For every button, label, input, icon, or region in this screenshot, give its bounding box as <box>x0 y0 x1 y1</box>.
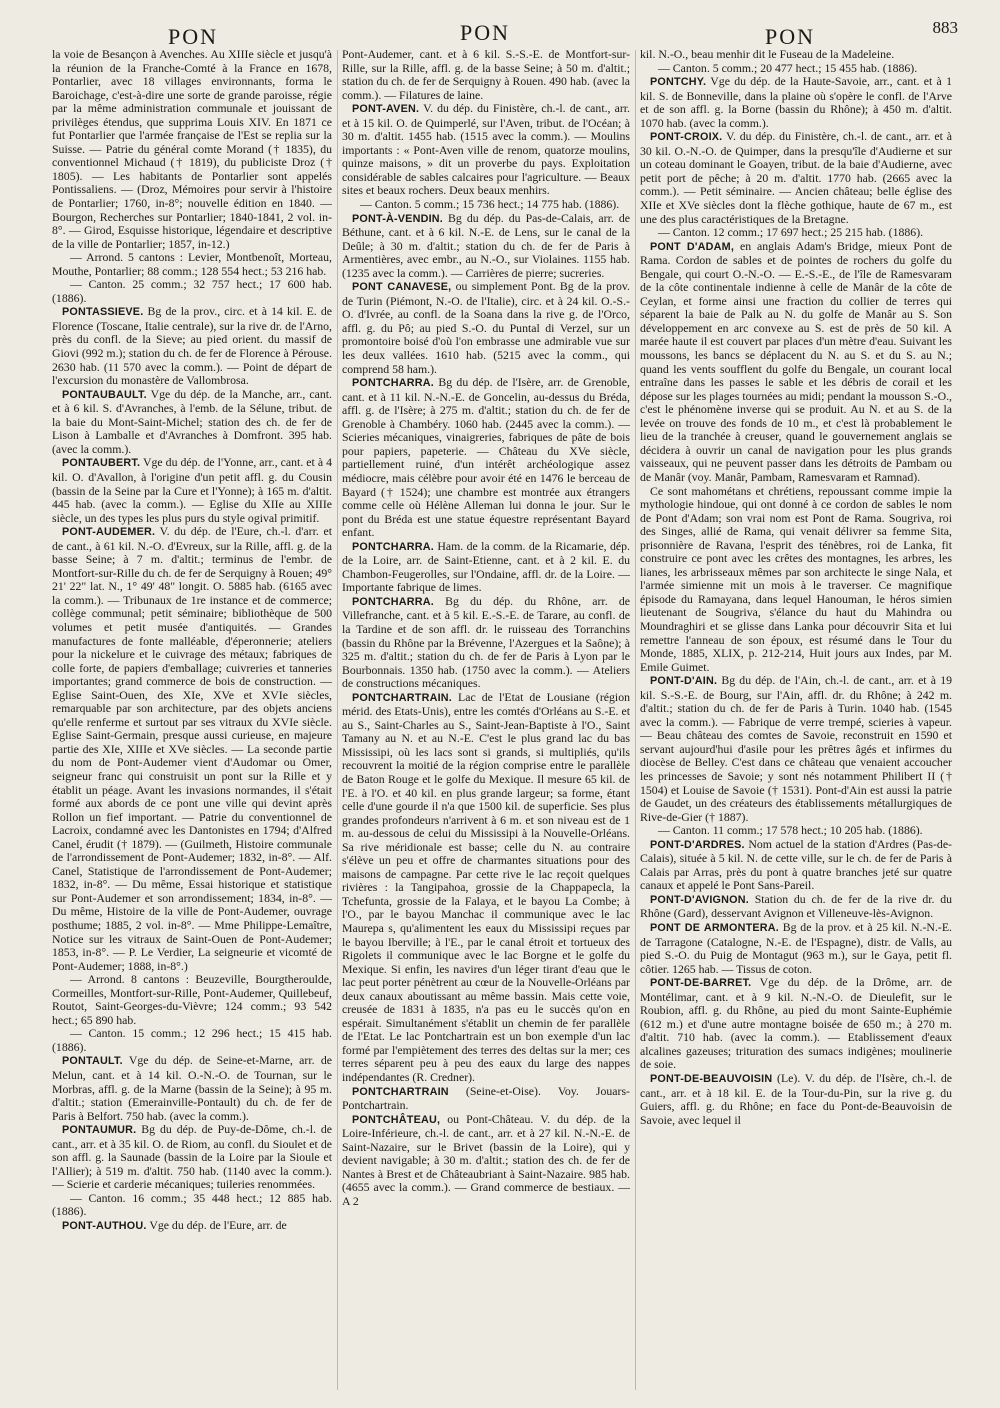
entry-headword: PONT-D'ARDRES. <box>650 838 745 851</box>
entry-text: Bg de la prov. et à 25 kil. N.-N.-E. de Tarragone (Catalogne, N.-E. de l'Espagne), distr. de Valls, au pied S.-O. du Puig de Montagut (963 m.), sur le Gaya, petit fl. côtier. 1265 hab. — Tissus de coton. <box>640 920 952 976</box>
entry-headword: PONTASSIEVE. <box>62 306 144 319</box>
statistics-paragraph <box>52 251 332 278</box>
entry-text: — Canton. 25 comm.; 32 757 hect.; 17 600 hab. (1886). <box>52 277 332 305</box>
entry-text: — Canton. 15 comm.; 12 296 hect.; 15 415 hab. (1886). <box>52 1026 332 1054</box>
statistics-paragraph <box>640 226 952 240</box>
entry-text: en anglais Adam's Bridge, mieux Pont de Rama. Cordon de sables et de pointes de rochers du golfe du Bengale, qui court O.-N.-O. — E.-S.-E., de l'île de Ramesvaram de la côte continentale indienne à celle de Manâr de la côte de Ceylan, et forme ainsi une fraction du collier de terres qui séparent la baie de Palk au N. du golfe de Manâr au S. Son développement en arc convexe au S. est de près de 50 kil. A marée haute il est couvert par places d'un mètre d'eau. Suivant les moussons, les bancs se déplacent du N. au S. et du S. au N.; quand les vents soufflent du golfe du Bengale, un courant local entraîne dans les passes le sable et les débris de corail et les dépose sur les plages tournées au midi; pendant la mousson S.-O., c'est le phénomène inverse qui se produit. Au N. et au S. de la levée on trouve des fonds de 10 m., et c'est là probablement le lieu de la tranchée à creuser, quand le gouvernement anglais se décidera à ouvrir un canal de navigation pour les plus grands vaisseaux, qui ne peuvent passer dans les détroits de Pambam ou de Manâr (voy. Manâr, Pambam, Ramesvaram et Ramnad). <box>640 238 952 484</box>
entry-text: — Canton. 5 comm.; 15 736 hect.; 14 775 hab. (1886). <box>360 197 620 212</box>
entry-text: ou simplement Pont. Bg de la prov. de Turin (Piémont, N.-O. de l'Italie), circ. et à 24 kil. O.-S.-O. d'Ivrée, au confl. de la Soana dans la rive g. de l'Orco, affl. g. du Pô; au pied S.-O. du Puntal di Verzel, sur un promontoire boisé d'où l'on embrasse une admirable vue sur les deux vallées. 1610 hab. (5215 avec la comm., qui comprend 58 ham.). <box>342 279 630 376</box>
page-header <box>0 10 1000 50</box>
entry-text: — Canton. 5 comm.; 20 477 hect.; 15 455 hab. (1886). <box>658 60 918 75</box>
entry-headword: PONTCHARRA. <box>352 377 434 390</box>
entry-text: Vge du dép. de la Drôme, arr. de Montélimar, cant. et à 9 kil. N.-N.-O. de Dieulefit, sur le Roubion, affl. g. du Rhône, au pied du mont Sainte-Euphémie (612 m.) et d'une autre montagne boisée de 650 m.; à 270 m. d'altit. 710 hab. (avec la comm.). — Etablissement d'eaux alcalines gazeuses; trituration des sumacs indigènes; moulinerie de soie. <box>640 975 952 1072</box>
entry-text: Lac de l'Etat de Lousiane (région mérid. des Etats-Unis), entre les comtés d'Orléans au S.-E. et au S., Saint-Charles au S., Saint-Jean-Baptiste à l'O., Saint Tamany au N. et au N.-E. C'est le plus grand lac du bas Mississipi, où les lacs sont si grands, si multipliés, qu'ils recouvrent la moitié de la région comprise entre le parallèle de Baton Rouge et le golfe du Mexique. Il mesure 65 kil. de l'E. à l'O. et 40 kil. en plus grande largeur; sa forme, étant celle d'une gourde il n'a que 1500 kil. de superficie. Ses plus grandes profondeurs n'arrivent à 6 m. et son niveau est de 1 m. au-dessous de celui du Mississipi à la Nouvelle-Orléans. Sa rive méridionale est basse; celle du N. au contraire s'élève un peu et offre de charmantes situations pour des maisons de campagne. Par cette rive le lac reçoit quelques rivières : la Tangipahoa, grossie de la Chappapecla, la Tchefunta, grossie de la Falaya, et le bayou La Combe; à l'O., par le bayou Manchac il communique avec le lac Maurepa s, qu'alimentent les eaux du Mississipi reçues par le bayou Iberville; à l'E., par le canal étroit et tortueux des Rigolets il communique avec le lac Borgne et le golfe du Mexique. Si enfin, les navires d'un léger tirant d'eau que le lac peut porter pénètrent au cœur de la Nouvelle-Orléans par deux canaux aboutissant au même bassin. Mais cette voie, creusée de 1831 à 1835, n'a pas eu le succès qu'on en espérait. Simultanément s'établit un chemin de fer parallèle de l'Etat. Le lac Pontchartrain est un bon exemple d'un lac formé par l'empiètement des terres des deltas sur la mer; ces terres séparent peu à peu des eaux du large des nappes indépendantes (R. Credner). <box>342 689 630 1085</box>
dictionary-entry <box>342 1113 630 1209</box>
entry-text: Nom actuel de la station d'Ardres (Pas-de-Calais), située à 5 kil. N. de cette ville, sur le ch. de fer de Paris à Calais par Arras, près du pont à quatre branches jeté sur quatre canaux et appelé le Pont Sans-Pareil. <box>640 836 952 893</box>
entry-text: V. du dép. de l'Eure, ch.-l. d'arr. et de cant., à 61 kil. N.-O. d'Evreux, sur la Rille, affl. g. de la basse Seine; à 7 m. d'altit.; terminus de l'embr. de Montfort-sur-Rille du ch. de fer de Serquigny à Rouen; 49° 21' 22" lat. N., 1° 49' 48" longit. O. 5885 hab. (6165 avec la comm.). — Tribunaux de 1re instance et de commerce; collège communal; petit séminaire; bibliothèque de 500 volumes et petit musée d'antiquités. — Grandes manufactures de fonte malléable, d'éperonnerie; ateliers pour la nickelure et le cuivrage des métaux; fabriques de colle forte, de papiers d'emballage; cuivreries et tanneries importantes; grand commerce de bois de construction. — Eglise Saint-Ouen, des XIe, XVe et XVIe siècles, remarquable par son architecture, par des objets anciens qu'elle renferme et surtout par ses vitraux du XVIe siècle. Eglise Saint-Germain, presque aussi curieuse, en majeure partie des XIe, XIIIe et XVe siècles. — La seconde partie du nom de Pont-Audemer vient d'Audomar ou Omer, seigneur franc qui construisit un pont sur la Rille et y établit un péage. Avant les invasions normandes, il s'était formé aux abords de ce pont une ville qui devint après Rollon un fief important. — Patrie du conventionnel de Lacroix, condamné avec les Dantonistes en 1794; d'Alfred Canel, érudit († 1879). — (Guilmeth, Histoire communale de l'arrondissement de Pont-Audemer; 1832, in-8°. — Alf. Canel, Statistique de l'arrondissement de Pont-Audemer; 1832, in-8°. — Du même, Essai historique et statistique sur Pont-Audemer et son arrondissement; 1834, in-8°. — Du même, Histoire de la ville de Pont-Audemer, ouvrage posthume; 1885, 2 vol. in-8°. — Mme Philippe-Lemaître, Notice sur les vitraux de Saint-Ouen de Pont-Audemer; 1853, in-8°. — P. Le Verdier, La seigneurie et vicomté de Pont-Audemer; 1888, in-8°.) <box>52 524 332 973</box>
entry-text: V. du dép. du Finistère, ch.-l. de cant., arr. et à 15 kil. O. de Quimperlé, sur l'Aven, tribut. de l'Océan; à 30 m. d'altit. 1455 hab. (1515 avec la comm.). — Moulins importants : « Pont-Aven ville de renom, quatorze moulins, quinze maisons, » dit un proverbe du pays. Exploitation considérable de sables calcaires pour l'agriculture. — Beaux sites et beaux rochers. Deux beaux menhirs. <box>342 101 630 198</box>
dictionary-entry <box>640 838 952 893</box>
entry-headword: PONT-CROIX. <box>650 131 723 144</box>
entry-text: Ham. de la comm. de la Ricamarie, dép. de la Loire, arr. de Saint-Etienne, cant. et à 2 kil. E. du Chambon-Feugerolles, sur l'Ondaine, affl. dr. de la Loire. — Importante fabrique de limes. <box>342 538 630 595</box>
statistics-paragraph <box>52 278 332 305</box>
entry-text: kil. N.-O., beau menhir dit le Fuseau de la Madeleine. <box>640 48 895 61</box>
entry-text: Bg du dép. de Puy-de-Dôme, ch.-l. de cant., arr. et à 35 kil. O. de Riom, au confl. du Sioulet et de son affl. g. la Saunade (bassin de la Loire par la Sioule et l'Allier); à 519 m. d'altit. 750 hab. (1140 avec la comm.). — Scierie et carderie mécaniques; tuileries renommées. <box>52 1122 332 1192</box>
continued-paragraph <box>52 48 332 251</box>
entry-headword: PONTCHY. <box>650 76 707 89</box>
dictionary-entry <box>52 1054 332 1123</box>
entry-headword: PONT-D'AIN. <box>650 675 718 688</box>
dictionary-entry <box>342 595 630 691</box>
entry-text: Pont-Audemer, cant. et à 6 kil. S.-S.-E. de Montfort-sur-Rille, sur la Rille, affl. g. de la basse Seine; à 50 m. d'altit.; station du ch. de fer de Serquigny à Rouen. 490 hab. (avec la comm.). — Filatures de laine. <box>342 48 630 102</box>
dictionary-entry <box>52 1219 332 1234</box>
dictionary-entry <box>52 305 332 387</box>
statistics-paragraph <box>342 198 630 212</box>
dictionary-entry <box>640 674 952 824</box>
entry-text: — Arrond. 5 cantons : Levier, Montbenoît, Morteau, Mouthe, Pontarlier; 88 comm.; 128 554 hect.; 53 216 hab. <box>52 250 332 278</box>
entry-text: Vge du dép. de la Haute-Savoie, arr., cant. et à 1 kil. S. de Bonneville, dans la plaine où s'opère le confl. de l'Arve et de son affl. g. la Borne (bassin du Rhône); à 450 m. d'altit. 1070 hab. (avec la comm.). <box>640 74 952 130</box>
entry-headword: PONT-AUDEMER. <box>62 526 156 539</box>
dictionary-entry <box>640 1072 952 1127</box>
text-column-1 <box>52 48 332 1398</box>
entry-headword: PONTAULT. <box>62 1055 123 1068</box>
dictionary-entry <box>342 102 630 198</box>
entry-text: Bg du dép. de l'Isère, arr. de Grenoble, cant. et à 11 kil. N.-N.-E. de Goncelin, au-dessus du Bréda, affl. g. de l'Isère; à 275 m. d'altit.; station du ch. de fer de Grenoble à Chambéry. 1060 hab. (2445 avec la comm.). — Scieries mécaniques, vinaigreries, fabriques de pâte de bois pour papiers, papeterie. — Château du XVe siècle, partiellement ruiné, d'un intérêt archéologique assez médiocre, mais célèbre pour avoir été en 1476 le berceau de Bayard († 1524); une chambre est montrée aux étrangers comme celle où Hélène Alleman lui donna le jour. Sur le pont du Bréda est une statue équestre représentant Bayard enfant. <box>342 375 630 540</box>
column-divider <box>337 50 338 1390</box>
entry-text: — Canton. 16 comm.; 35 448 hect.; 12 885 hab. (1886). <box>52 1190 332 1219</box>
entry-text: Bg de la prov., circ. et à 14 kil. E. de Florence (Toscane, Italie centrale), sur la rive dr. de l'Arno, près du confl. de la Sieve; au pied orient. du massif de Giovi (992 m.); station du ch. de fer de Florence à Pérouse. 2630 hab. (11 570 avec la comm.). — Point de départ de l'excursion du monastère de Vallombrosa. <box>52 304 332 388</box>
entry-headword: PONT-AUTHOU. <box>62 1220 147 1233</box>
dictionary-entry <box>640 75 952 130</box>
entry-text: — Canton. 12 comm.; 17 697 hect.; 25 215 hab. (1886). <box>658 225 924 240</box>
entry-text: Vge du dép. de l'Yonne, arr., cant. et à 4 kil. O. d'Avallon, à l'origine d'un petit affl. g. du Cousin (bassin de la Seine par la Cure et l'Yonne); à 165 m. d'altit. 445 hab. (avec la comm.). — Eglise du XIIe au XIIIe siècle, un des types les plus purs du style ogival primitif. <box>52 455 332 525</box>
entry-text: Bg du dép. de l'Ain, ch.-l. de cant., arr. et à 19 kil. S.-S.-E. de Bourg, sur l'Ain, affl. dr. du Rhône; à 242 m. d'altit.; station du ch. de fer de Paris à Turin. 1040 hab. (1545 avec la comm.). — Fabrique de verre trempé, scieries à vapeur. — Beau château des comtes de Savoie, reconstruit en 1590 et servant aujourd'hui d'asile pour les prêtres âgés et infirmes du diocèse de Belley. C'est dans ce château que venaient accoucher les princesses de Savoie; y sont nés notamment Philibert II († 1504) et Louise de Savoie († 1531). Pont-d'Ain est aussi la patrie de Gaudet, un des créateurs des établissements métallurgiques de Rive-de-Gier († 1887). <box>640 673 952 824</box>
running-head-center: PON <box>460 20 511 45</box>
entry-text: V. du dép. du Finistère, ch.-l. de cant., arr. et à 30 kil. O.-N.-O. de Quimper, dans la presqu'île d'Audierne et sur un coteau dominant le Goayen, tribut. de la baie d'Audierne, avec petit port de pêche; à 20 m. d'altit. 1770 hab. (2665 avec la comm.). — Petit séminaire. — Ancien château; belle église des XIIe et XVe siècles dont la flèche gothique, haute de 67 m., est une des plus caractéristiques de la Bretagne. <box>640 129 952 226</box>
dictionary-entry <box>52 456 332 525</box>
running-head-left: PON <box>168 24 219 49</box>
entry-text: (Seine-et-Oise). Voy. Jouars-Pontchartrain. <box>342 1083 630 1113</box>
entry-headword: PONTAUBAULT. <box>62 388 147 401</box>
entry-headword: PONTCHARRA. <box>352 595 434 608</box>
statistics-paragraph <box>52 1192 332 1219</box>
text-column-3 <box>640 48 952 1398</box>
entry-headword: PONT-DE-BARRET. <box>650 977 752 990</box>
column-divider <box>635 50 636 1390</box>
dictionary-entry <box>640 485 952 675</box>
dictionary-entry <box>342 1085 630 1113</box>
continued-paragraph <box>342 48 630 102</box>
entry-text: — Arrond. 8 cantons : Beuzeville, Bourgtheroulde, Cormeilles, Montfort-sur-Rille, Pont-Audemer, Quillebeuf, Routot, Saint-Georges-du-Vièvre; 124 comm.; 93 542 hect.; 65 890 hab. <box>52 972 332 1027</box>
statistics-paragraph <box>640 824 952 838</box>
statistics-paragraph <box>52 973 332 1027</box>
dictionary-entry <box>342 540 630 595</box>
entry-headword: PONT CANAVESE, <box>352 281 452 294</box>
entry-text: Station du ch. de fer de la rive dr. du Rhône (Gard), desservant Avignon et Villeneuve-lès-Avignon. <box>640 891 952 921</box>
dictionary-entry <box>52 525 332 973</box>
entry-headword: PONT-DE-BEAUVOISIN <box>650 1073 773 1086</box>
entry-text: Bg du dép. du Rhône, arr. de Villefranche, cant. et à 5 kil. E.-S.-E. de Tarare, au confl. de la Tardine et de son affl. dr. le ruisseau des Torranchins (bassin du Rhône par la Brévenne, l'Azergues et la Saône); à 325 m. d'altit.; station du ch. de fer de Paris à Lyon par le Bourbonnais. 1350 hab. (1750 avec la comm.). — Ateliers de constructions mécaniques. <box>342 593 630 691</box>
entry-text: Vge du dép. de la Manche, arr., cant. et à 6 kil. S. d'Avranches, à l'emb. de la Sélune, tribut. de la baie du Mont-Saint-Michel; station des ch. de fer de Lison à Lamballe et d'Avranches à Domfront. 395 hab. (avec la comm.). <box>52 386 332 456</box>
dictionary-entry <box>52 388 332 457</box>
entry-headword: PONT D'ADAM, <box>650 240 735 253</box>
dictionary-entry <box>640 921 952 976</box>
entry-headword: PONT-D'AVIGNON. <box>650 893 749 906</box>
continued-paragraph <box>640 48 952 62</box>
entry-text: Vge du dép. de Seine-et-Marne, arr. de Melun, cant. et à 14 kil. O.-N.-O. de Tournan, sur le Morbras, affl. g. de la Marne (bassin de la Seine); à 95 m. d'altit.; station (Emerainville-Pontault) du ch. de fer de Paris à Belfort. 750 hab. (avec la comm.). <box>52 1053 332 1123</box>
dictionary-entry <box>640 976 952 1072</box>
entry-headword: PONTCHARTRAIN. <box>352 691 452 704</box>
statistics-paragraph <box>640 62 952 76</box>
entry-text: — Canton. 11 comm.; 17 578 hect.; 10 205 hab. (1886). <box>658 823 923 838</box>
entry-headword: PONTCHARTRAIN <box>352 1085 449 1098</box>
entry-text: Bg du dép. du Pas-de-Calais, arr. de Béthune, cant. et à 6 kil. N.-E. de Lens, sur le canal de la Deûle; à 30 m. d'altit.; station du ch. de fer de Paris à Armentières, avec embr., au N.-O., sur Violaines. 1155 hab. (1235 avec la comm.). — Carrières de pierre; sucreries. <box>342 210 630 280</box>
entry-headword: PONT DE ARMONTERA. <box>650 922 779 934</box>
entry-headword: PONTCHÂTEAU, <box>352 1113 441 1126</box>
entry-headword: PONTAUMUR. <box>62 1124 137 1137</box>
dictionary-entry <box>342 280 630 376</box>
dictionary-entry <box>52 1123 332 1192</box>
running-head-right: PON <box>765 24 816 49</box>
statistics-paragraph <box>52 1027 332 1054</box>
entry-text: Ce sont mahométans et chrétiens, repoussant comme impie la mythologie hindoue, qui ont donné à ce cordon de sables le nom de Pont d'Adam; son vrai nom est Pont de Rama. Sougriva, roi des Singes, allié de Rama, qui venait délivrer sa femme Sita, prisonnière de Ravana, l'esprit des ténèbres, roi de Lanka, fit construire ce pont avec les crêtes des montagnes, les arbres, les lianes, les arbrisseaux mêmes par son architecte le singe Nala, et l'armée simienne mit un mois à le traverser. Ce magnifique épisode du Ramayana, dans lequel Hanouman, le héros simien lieutenant de Sougriva, s'élance du haut du Mahindra ou Moundraghiri et se glisse dans Lanka pour découvrir Sita et lui remettre l'anneau de son époux, est résumé dans le Tour du Monde, 1885, XLIX, p. 212-214, Huit jours aux Indes, par M. Emile Guimet. <box>640 483 952 674</box>
dictionary-entry <box>640 893 952 921</box>
dictionary-entry <box>640 130 952 226</box>
text-column-2 <box>342 48 630 1398</box>
entry-headword: PONT-AVEN. <box>352 103 420 116</box>
page-number: 883 <box>932 18 958 37</box>
entry-headword: PONT-À-VENDIN. <box>352 212 443 225</box>
dictionary-entry <box>342 212 630 281</box>
entry-headword: PONTCHARRA. <box>352 540 434 553</box>
entry-text: Vge du dép. de l'Eure, arr. de <box>146 1218 287 1233</box>
dictionary-entry <box>342 376 630 540</box>
dictionary-entry <box>342 691 630 1085</box>
dictionary-entry <box>640 240 952 485</box>
entry-text: (Le). V. du dép. de l'Isère, ch.-l. de cant., arr. et à 18 kil. E. de la Tour-du-Pin, sur la rive g. du Guiers, affl. g. du Rhône; en face du Pont-de-Beauvoisin de Savoie, avec lequel il <box>640 1071 952 1127</box>
entry-headword: PONTAUBERT. <box>62 457 141 470</box>
entry-text: la voie de Besançon à Avenches. Au XIIIe siècle et jusqu'à la réunion de la Franche-Comté à la France en 1678, Pontarlier, avec 18 villages environnants, forma le Baroichage, c'est-à-dire une sorte de grande paroisse, régie par la même administration communale et jouissant de privilèges étendus, que supprima Louis XIV. En 1871 ce fut Pontarlier que l'armée française de l'Est se replia sur la Suisse. — Patrie du général comte Morand († 1835), du conventionnel Michaud († 1819), du publiciste Droz († 1805). — Les habitants de Pontarlier sont appelés Pontissaliens. — (Droz, Mémoires pour servir à l'histoire de Pontarlier; 1760, in-8°; nouvelle édition en 1840. — Bourgon, Recherches sur Pontarlier; 1840-1841, 2 vol. in-8°. — Girod, Esquisse historique, légendaire et descriptive de la ville de Pontarlier; 1857, in-12.) <box>52 48 332 251</box>
entry-text: ou Pont-Château. V. du dép. de la Loire-Inférieure, ch.-l. de cant., arr. et à 27 kil. N.-N.-E. de Saint-Nazaire, sur le Brivet (bassin de la Loire), qui y devient navigable; à 30 m. d'altit.; station des ch. de fer de Nantes à Brest et de Châteaubriant à Saint-Nazaire. 985 hab. (4655 avec la comm.). — Grand commerce de bestiaux. — A 2 <box>342 1111 630 1208</box>
